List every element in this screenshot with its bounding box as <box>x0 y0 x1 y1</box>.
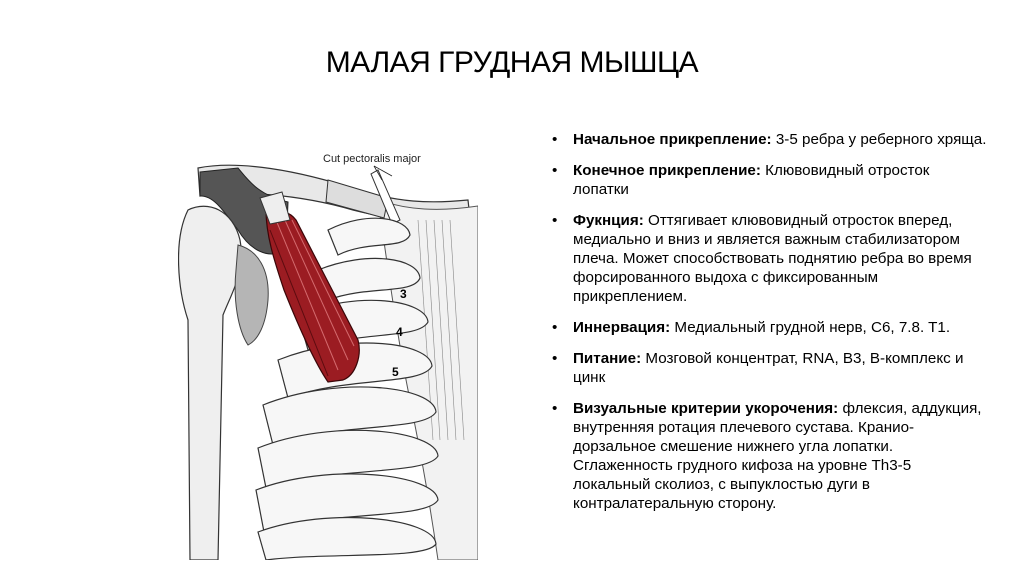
slide-title: МАЛАЯ ГРУДНАЯ МЫШЦА <box>325 46 699 79</box>
bullet-dot: • <box>552 319 558 336</box>
rib-number-5: 5 <box>392 365 399 379</box>
bullet-text: 3-5 ребра у реберного хряща. <box>771 131 987 148</box>
bullet-list <box>548 130 988 525</box>
bullet-text: Мозговой концентрат, RNA, B3, B-комплекс и цинк <box>573 350 964 386</box>
bullet-term: Конечное прикрепление: <box>573 162 761 179</box>
bullet-item <box>548 211 988 306</box>
rib-number-4: 4 <box>396 325 403 339</box>
bullet-term: Иннервация: <box>573 319 671 336</box>
bullet-item <box>548 318 988 337</box>
bullet-text: Клювовидный отросток лопатки <box>573 162 930 198</box>
bullet-item <box>548 399 988 513</box>
bullet-term: Визуальные критерии укорочения: <box>573 400 839 417</box>
bullet-item <box>548 130 988 149</box>
bullet-dot: • <box>552 350 558 367</box>
bullet-term: Фукнция: <box>573 212 644 229</box>
bullet-term: Начальное прикрепление: <box>573 131 772 148</box>
bullet-text: Оттягивает клювовидный отросток вперед, медиально и вниз и является важным стабилизатором плеча. Может способствовать поднятию ребра во время форсированного выдоха с фиксированным прикреплением. <box>573 212 972 305</box>
anatomy-illustration <box>178 140 478 560</box>
bullet-item <box>548 161 988 199</box>
bullet-item <box>548 349 988 387</box>
figure-label: Cut pectoralis major <box>323 153 421 165</box>
bullet-dot: • <box>552 400 558 417</box>
rib-number-3: 3 <box>400 287 407 301</box>
bullet-text: флексия, аддукция, внутренняя ротация плечевого сустава. Кранио-дорзальное смешение нижнего угла лопатки. Сглаженность грудного кифоза на уровне Th3-5 локальный сколиоз, с выпуклостью дуги в контралатеральную сторону. <box>573 400 982 512</box>
bullet-term: Питание: <box>573 350 642 367</box>
bullet-text: Медиальный грудной нерв, C6, 7.8. T1. <box>670 319 951 336</box>
bullet-dot: • <box>552 212 558 229</box>
bullet-dot: • <box>552 162 558 179</box>
bullet-dot: • <box>552 131 558 148</box>
